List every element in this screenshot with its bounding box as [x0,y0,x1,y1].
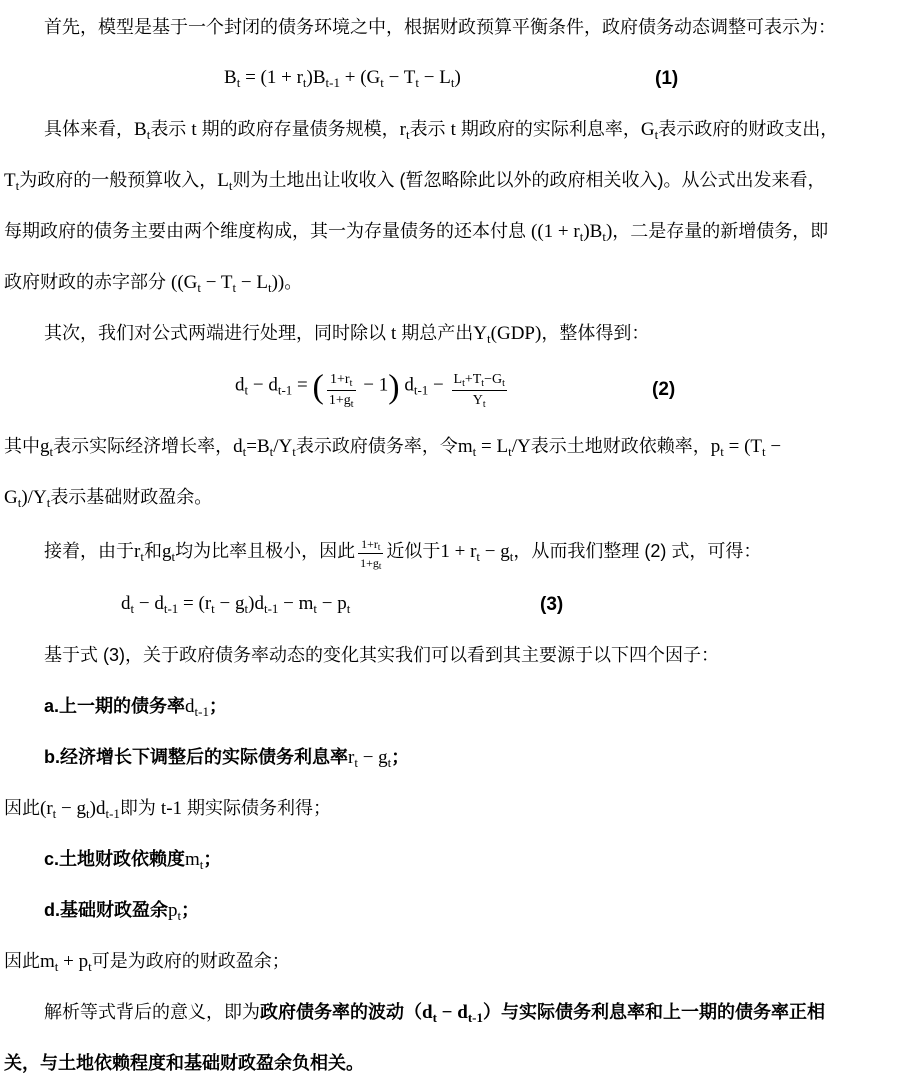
text-segment: )/Y [21,487,47,508]
text-segment: d [121,592,131,614]
text-segment: ((1 + r [531,221,580,242]
text-segment: − L [236,272,268,293]
text-segment: t [244,600,249,616]
text-segment: 表示实际经济增长率， [53,436,234,456]
text-segment: − [428,374,449,396]
text-segment: = (r [178,592,212,614]
text-segment: t [391,323,397,344]
text-segment: 基于式 (3)，关于政府债务率动态的变化其实我们可以看到其主要源于以下四个因子： [44,645,719,665]
text-segment: t [197,280,202,295]
text-segment: 表示政府的财政支出， [658,119,839,139]
text-segment: t [88,959,92,974]
text-segment: 即为 [119,798,161,818]
text-segment: t [602,229,606,244]
text-segment: ((G [171,272,198,293]
para-four-factors [2,630,907,681]
text-segment: t [349,378,353,389]
text-segment: 接着，由于 [44,541,134,561]
text-segment: t [387,755,392,770]
fraction-numerator [358,535,383,554]
text-segment: L [453,372,463,387]
text-segment: t [432,1010,437,1025]
text-segment: t [405,127,410,142]
text-segment: 均为比率且极小，因此 [175,541,356,561]
text-segment: − g [214,592,245,614]
formula-3 [2,579,907,630]
text-segment: t [140,549,144,564]
fraction-denominator [358,554,383,572]
fraction-denominator [452,391,507,411]
formula-content [224,67,461,91]
factor-b [2,732,907,783]
text-segment: (GDP) [490,323,542,344]
text-segment: t-1 [163,600,179,616]
text-segment: − d [436,1002,468,1023]
formula-content [121,593,350,617]
text-segment: t [450,74,455,90]
fraction-numerator [452,370,507,391]
text-segment: 。 [284,272,303,292]
text-segment: t [762,444,766,459]
text-segment: p [168,900,178,921]
text-segment: t [487,331,491,346]
text-segment: 1+r [361,536,378,551]
text-segment: 具体来看， [44,119,134,139]
text-segment: 解析等式背后的意义，即为 [44,1002,260,1022]
text-segment: t-1 [263,600,279,616]
text-segment: t [171,549,176,564]
text-segment: t-1 [194,704,209,719]
text-segment: )d [248,592,264,614]
text-segment: − L [418,66,451,88]
fraction-denominator [327,391,356,411]
text-segment: ）与实际债务利息率和上一期的债务率正相 [483,1002,825,1022]
text-segment: d [399,374,414,396]
text-segment: 表示政府债务率，令 [295,436,458,456]
text-segment: 1 + r [440,541,477,562]
text-segment: p [710,436,721,457]
text-segment: L [217,170,229,191]
text-segment: d [233,436,243,457]
text-segment: t [15,178,20,193]
text-segment: t [292,444,296,459]
para-variables-3 [2,206,907,257]
text-segment: 关，与土地依赖程度和基础财政盈余负相关。 [4,1053,364,1073]
equation-number: (1) [655,67,679,89]
text-segment: )B [306,66,326,88]
text-segment: g [40,436,50,457]
text-segment: t [502,378,505,389]
text-segment: ) [605,221,613,242]
factor-a [2,681,907,732]
text-segment: )B [583,221,603,242]
text-segment: t [191,119,197,140]
text-segment: r [134,541,141,562]
text-segment: 期政府的实际利息率， [455,119,641,139]
text-segment: 为政府的一般预算收入， [19,170,218,190]
text-segment: t-1 [105,806,120,821]
text-segment: − T [383,66,416,88]
text-segment: (r [40,798,53,819]
text-segment: t [313,600,318,616]
fraction [327,370,356,410]
text-segment: t [579,229,584,244]
text-segment: 期总产出 [396,323,474,343]
text-segment: 表示 [150,119,192,139]
text-segment: a.上一期的债务率 [44,696,186,716]
text-segment: t [228,178,233,193]
text-segment: = (1 + r [240,66,303,88]
text-segment: /Y [273,436,293,457]
text-segment: t-1 [160,798,183,819]
text-segment: 1+g [328,392,351,408]
text-segment: ； [208,696,227,716]
text-segment: T [4,170,16,191]
para-approximation [2,523,907,579]
para-factor-d-note [2,936,907,987]
text-segment: 表示基础财政盈余。 [50,487,213,507]
text-segment: = (T [723,436,763,457]
text-segment: t [49,444,54,459]
text-segment: t [232,280,237,295]
text-segment: − g [357,747,388,768]
text-segment: t-1 [413,382,429,398]
text-segment: m [457,436,473,457]
text-segment: =B [246,436,270,457]
text-segment: 可是为政府的财政盈余； [91,951,290,971]
text-segment: Y [472,392,483,408]
text-segment: )) [271,272,285,293]
text-segment: t [46,495,51,510]
text-segment: c.土地财政依赖度 [44,849,186,869]
text-segment: 因此 [4,951,40,971]
text-segment: = [292,374,313,396]
text-segment: t [508,444,512,459]
text-segment: t [242,444,247,459]
text-segment: t [146,127,151,142]
text-segment: t [130,600,135,616]
text-segment: 因此 [4,798,40,818]
text-segment: t [267,280,272,295]
text-segment: t [211,600,215,616]
fraction-numerator [327,370,356,391]
text-segment: 首先，模型是基于一个封闭的债务环境之中，根据财政预算平衡条件，政府债务动态调整可表示为： [44,17,836,37]
text-segment: t [350,398,354,410]
para-factor-b-note [2,783,907,834]
para-variables-1 [2,104,907,155]
formula-2 [2,359,907,421]
text-segment: t [302,74,307,90]
text-segment: 和 [143,541,162,561]
text-segment: B [134,119,147,140]
text-segment: 表示土地财政依赖率， [530,436,711,456]
text-segment: t [17,495,22,510]
text-segment: t-1 [277,382,293,398]
text-segment: d.基础财政盈余 [44,900,168,920]
text-segment: d [185,696,195,717]
factor-d [2,885,907,936]
text-segment: 政府财政的赤字部分 [4,272,172,292]
text-segment: ； [203,849,222,869]
text-segment: t [482,398,486,410]
para-divide-gdp [2,308,907,359]
text-segment: 其次，我们对公式两端进行处理，同时除以 [44,323,391,343]
text-segment: m [40,951,55,972]
text-segment: ，整体得到： [541,323,650,343]
text-segment: t [481,378,485,389]
text-segment: ( [312,368,324,406]
text-segment: − [765,436,782,457]
text-segment: t [177,908,182,923]
text-segment: − m [278,592,314,614]
text-segment: d [422,1002,433,1023]
text-segment: t [377,541,381,552]
text-segment: − p [317,592,347,614]
text-segment: t [86,806,90,821]
text-segment: t [450,119,456,140]
text-segment: t [354,755,358,770]
text-segment: t [236,74,241,90]
text-segment: t [654,127,659,142]
text-segment: d [235,374,245,396]
para-model-setup [2,2,907,53]
text-segment: ； [391,747,410,767]
text-segment: − 1 [358,374,389,396]
text-segment: t [476,549,481,564]
text-segment: 1+g [360,556,379,570]
factor-c [2,834,907,885]
text-segment: B [224,66,237,88]
text-segment: − d [134,592,164,614]
text-segment: /Y [511,436,531,457]
text-segment: G [4,487,18,508]
text-segment: − g [480,541,510,562]
text-segment: t [52,806,57,821]
text-segment: 表示 [409,119,451,139]
text-segment: ； [181,900,200,920]
text-segment: t [54,959,59,974]
text-segment: G [640,119,655,140]
text-segment: ) [388,368,400,406]
fraction [358,535,383,573]
formula-content [235,370,510,410]
text-segment: t [346,600,351,616]
text-segment: ) [454,66,461,88]
text-segment: g [161,541,172,562]
text-segment: 每期政府的债务主要由两个维度构成，其一为存量债务的还本付息 [4,221,531,241]
text-segment: t [199,857,204,872]
text-segment: 政府债务率的波动（ [260,1002,422,1022]
text-segment: 期实际债务利得； [182,798,332,818]
text-segment: 近似于 [386,541,441,561]
text-segment: − g [56,798,86,819]
text-segment: t [380,74,384,90]
text-segment: )d [89,798,106,819]
text-segment: t [509,549,514,564]
text-segment: 1+r [330,372,350,387]
formula-1 [2,53,907,104]
para-variables-4 [2,257,907,308]
text-segment: + p [58,951,89,972]
text-segment: t [472,444,477,459]
equation-number: (2) [652,379,676,400]
text-segment: t [462,378,465,389]
text-segment: + (G [339,66,381,88]
text-segment: Y [473,323,488,344]
text-segment: ，从而我们整理 (2) 式，可得： [513,541,762,561]
equation-number: (3) [540,593,564,615]
text-segment: −G [484,372,503,387]
text-segment: t [269,444,274,459]
text-segment: m [185,849,200,870]
text-segment: t [244,382,249,398]
para-variables-2 [2,155,907,206]
text-segment: − T [201,272,233,293]
text-segment: ，二是存量的新增债务，即 [612,221,829,241]
text-segment: t [378,561,382,571]
text-segment: 则为土地出让收收入 (暂忽略除此以外的政府相关收入)。从公式出发来看， [232,170,826,190]
text-segment: t-1 [325,74,340,90]
text-segment: r [348,747,355,768]
text-segment: r [399,119,406,140]
text-segment: b.经济增长下调整后的实际债务利息率 [44,747,348,767]
para-definitions-2 [2,472,907,523]
text-segment: − d [248,374,278,396]
para-conclusion-2 [2,1038,907,1082]
text-segment: = L [476,436,509,457]
text-segment: t [720,444,724,459]
para-definitions-1 [2,421,907,472]
text-segment: t [415,74,419,90]
text-segment: t-1 [467,1010,483,1025]
para-conclusion-1 [2,987,907,1038]
text-segment: +T [464,372,482,387]
fraction [452,370,507,410]
text-segment: 其中 [4,436,40,456]
text-segment: 期的政府存量债务规模， [196,119,400,139]
